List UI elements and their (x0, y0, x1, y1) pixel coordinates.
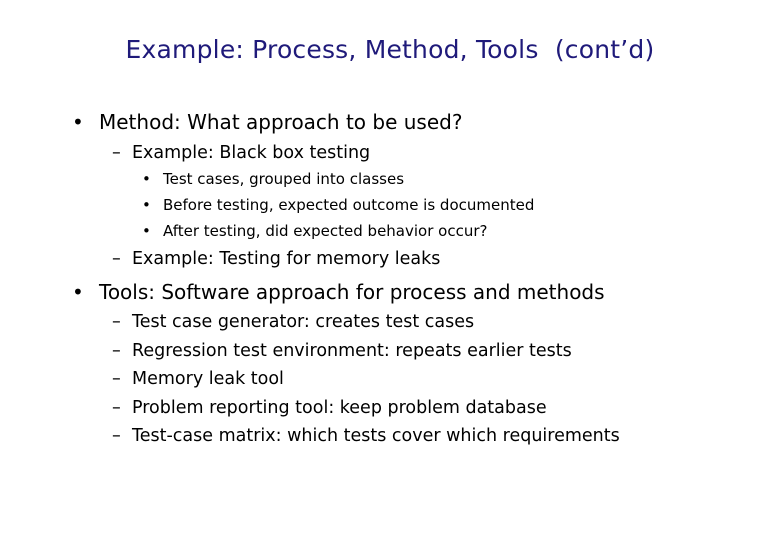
tool-item-test-case-generator: Test case generator: creates test cases (132, 312, 475, 332)
sub-item-memory-leaks: Example: Testing for memory leaks (132, 249, 441, 269)
dash-icon: – (112, 426, 121, 446)
bullet-icon: • (72, 280, 84, 304)
dash-icon: – (112, 341, 121, 361)
bullet-icon: • (142, 170, 151, 188)
dash-icon: – (112, 398, 121, 418)
dash-icon: – (112, 312, 121, 332)
bullet-icon: • (142, 222, 151, 240)
sub-sub-item-before-testing: Before testing, expected outcome is documented (163, 196, 535, 214)
tool-item-regression: Regression test environment: repeats earlier tests (132, 341, 572, 361)
tool-item-test-case-matrix: Test-case matrix: which tests cover which requirements (132, 426, 620, 446)
bullet-method: Method: What approach to be used? (99, 110, 463, 134)
tool-item-memory-leak: Memory leak tool (132, 369, 284, 389)
bullet-tools: Tools: Software approach for process and methods (99, 280, 605, 304)
bullet-icon: • (142, 196, 151, 214)
dash-icon: – (112, 369, 121, 389)
dash-icon: – (112, 249, 121, 269)
sub-sub-item-after-testing: After testing, did expected behavior occur? (163, 222, 488, 240)
sub-item-black-box: Example: Black box testing (132, 143, 371, 163)
bullet-icon: • (72, 110, 84, 134)
tool-item-problem-reporting: Problem reporting tool: keep problem database (132, 398, 547, 418)
sub-sub-item-test-cases: Test cases, grouped into classes (163, 170, 405, 188)
slide-title: Example: Process, Method, Tools (cont’d) (125, 35, 655, 64)
dash-icon: – (112, 143, 121, 163)
